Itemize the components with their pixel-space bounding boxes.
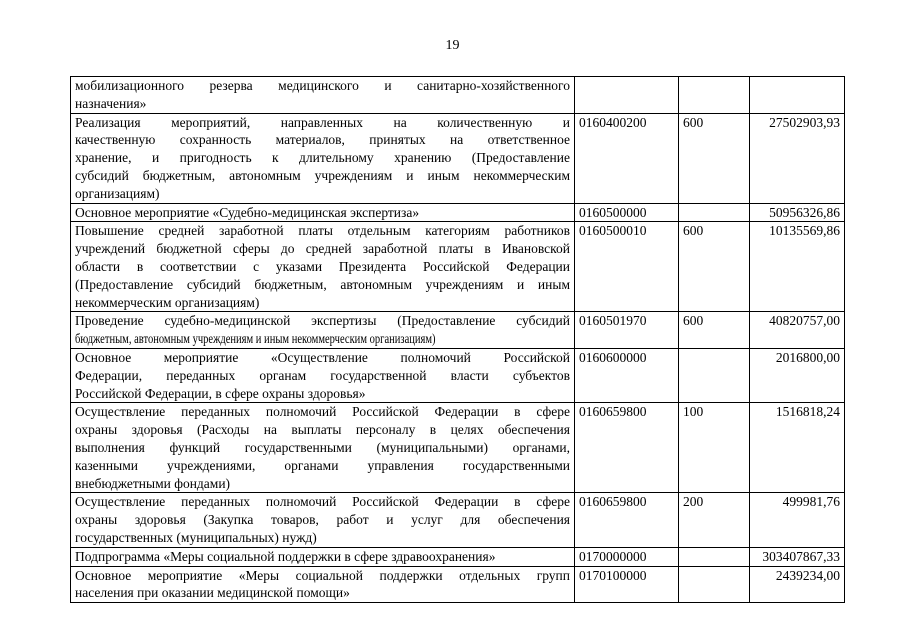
amount-cell: 27502903,93 xyxy=(750,113,845,203)
description-line: внебюджетными фондами) xyxy=(75,475,231,491)
target-article-cell: 0160500000 xyxy=(575,203,679,222)
description-line: учреждений бюджетной сферы до средней заработной платы в Ивановской xyxy=(75,241,570,257)
table-row xyxy=(71,203,845,222)
page-number: 19 xyxy=(445,38,460,53)
amount-cell xyxy=(750,77,845,114)
target-article-cell: 0160659800 xyxy=(575,493,679,547)
target-article-cell: 0160501970 xyxy=(575,312,679,349)
description-line: мобилизационного резерва медицинского и санитарно-хозяйственного xyxy=(75,78,570,93)
target-article-cell xyxy=(575,77,679,114)
expense-type-cell: 100 xyxy=(679,403,750,493)
description-cell xyxy=(71,348,575,402)
description-cell xyxy=(71,113,575,203)
target-article-cell: 0160659800 xyxy=(575,403,679,493)
table-row xyxy=(71,566,845,603)
description-line: хранение, и пригодность к длительному хранению (Предоставление xyxy=(75,150,570,166)
expense-type-cell: 600 xyxy=(679,222,750,312)
description-line: организациям) xyxy=(75,185,160,201)
amount-cell: 1516818,24 xyxy=(750,403,845,493)
target-article-cell: 0170100000 xyxy=(575,566,679,603)
description-line: Федерации, переданных органам государственной власти субъектов xyxy=(75,367,570,383)
expense-type-cell xyxy=(679,566,750,603)
description-line: Основное мероприятие «Судебно-медицинская экспертиза» xyxy=(75,204,420,220)
table-body xyxy=(71,77,845,603)
amount-cell: 2439234,00 xyxy=(750,566,845,603)
description-line: казенными учреждениями, органами управления государственными xyxy=(75,457,570,473)
expense-type-cell: 600 xyxy=(679,113,750,203)
description-line: охраны здоровья (Расходы на выплаты персоналу в целях обеспечения xyxy=(75,422,570,438)
expense-type-cell: 600 xyxy=(679,312,750,349)
description-line: Реализация мероприятий, направленных на количественную и xyxy=(75,114,570,130)
description-line xyxy=(75,330,570,348)
table-row xyxy=(71,547,845,566)
description-line: субсидий бюджетным, автономным учреждениям и иным некоммерческим xyxy=(75,167,570,183)
description-cell xyxy=(71,77,575,114)
target-article-cell: 0160400200 xyxy=(575,113,679,203)
description-line: некоммерческим организациям) xyxy=(75,294,260,310)
description-line: Осуществление переданных полномочий Российской Федерации в сфере xyxy=(75,404,570,420)
expense-type-cell xyxy=(679,547,750,566)
description-cell xyxy=(71,566,575,603)
table-row xyxy=(71,113,845,203)
table-row xyxy=(71,403,845,493)
target-article-cell: 0160500010 xyxy=(575,222,679,312)
table-row xyxy=(71,312,845,349)
amount-cell: 40820757,00 xyxy=(750,312,845,349)
description-line: (Предоставление субсидий бюджетным, автономным учреждениям и иным xyxy=(75,276,570,292)
description-cell xyxy=(71,403,575,493)
description-line: назначения» xyxy=(75,95,147,111)
description-line: охраны здоровья (Закупка товаров, работ и услуг для обеспечения xyxy=(75,512,570,528)
description-line: Подпрограмма «Меры социальной поддержки в сфере здравоохранения» xyxy=(75,548,496,564)
description-line: Проведение судебно-медицинской экспертизы (Предоставление субсидий xyxy=(75,313,570,329)
amount-cell: 50956326,86 xyxy=(750,203,845,222)
description-line: Осуществление переданных полномочий Российской Федерации в сфере xyxy=(75,494,570,510)
description-line: качественную сохранность материалов, принятых на ответственное xyxy=(75,132,570,148)
target-article-cell: 0170000000 xyxy=(575,547,679,566)
table-row xyxy=(71,77,845,114)
table-row xyxy=(71,493,845,547)
description-line: государственных (муниципальных) нужд) xyxy=(75,529,317,545)
amount-cell: 499981,76 xyxy=(750,493,845,547)
description-line: населения при оказании медицинской помощи» xyxy=(75,585,350,601)
description-cell xyxy=(71,312,575,349)
table-row xyxy=(71,348,845,402)
amount-cell: 2016800,00 xyxy=(750,348,845,402)
description-line: Основное мероприятие «Осуществление полномочий Российской xyxy=(75,349,570,365)
expense-type-cell xyxy=(679,348,750,402)
description-cell xyxy=(71,493,575,547)
description-line: Российской Федерации, в сфере охраны здоровья» xyxy=(75,385,366,401)
target-article-cell: 0160600000 xyxy=(575,348,679,402)
expense-type-cell: 200 xyxy=(679,493,750,547)
expense-type-cell xyxy=(679,203,750,222)
description-line: Основное мероприятие «Меры социальной поддержки отдельных групп xyxy=(75,567,570,583)
table-row xyxy=(71,222,845,312)
description-line: области в соответствии с указами Президента Российской Федерации xyxy=(75,258,570,274)
expense-type-cell xyxy=(679,77,750,114)
description-line: выполнения функций государственными (муниципальными) органами, xyxy=(75,439,570,455)
description-cell xyxy=(71,222,575,312)
condensed-text: бюджетным, автономным учреждениям и иным некоммерческим организациям) xyxy=(75,331,436,347)
description-line: Повышение средней заработной платы отдельным категориям работников xyxy=(75,223,570,239)
amount-cell: 10135569,86 xyxy=(750,222,845,312)
description-cell xyxy=(71,203,575,222)
budget-table xyxy=(70,76,845,603)
description-cell xyxy=(71,547,575,566)
amount-cell: 303407867,33 xyxy=(750,547,845,566)
